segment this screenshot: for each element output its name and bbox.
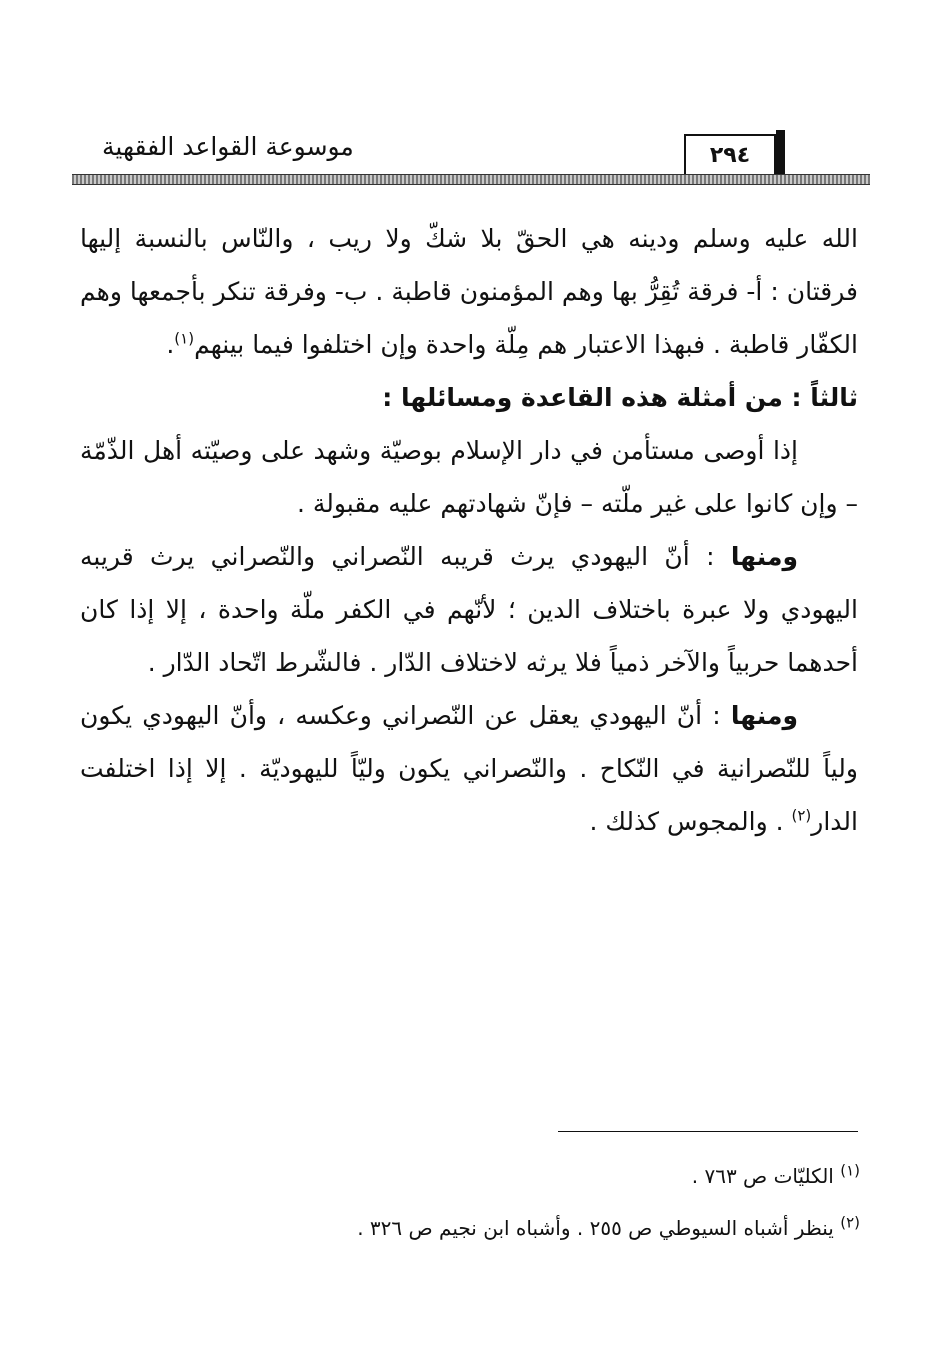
footnote-mark: (٢) <box>840 1213 860 1232</box>
paragraph-text: الله عليه وسلم ودينه هي الحقّ بلا شكّ ولا ريب ، والنّاس بالنسبة إليها فرقتان : أ- فرقة تُقِرُّ بها وهم المؤمنون قاطبة . ب- وفرقة تنكر بأجمعها وهم الكفّار قاطبة . فبهذا الاعتبار هم مِلّة واحدة وإن اختلفوا فيما بينهم <box>80 224 858 359</box>
page-number: ٢٩٤ <box>684 134 776 174</box>
paragraph-example-2 <box>80 530 858 689</box>
header-rule <box>72 174 870 185</box>
footnote-divider <box>558 1131 858 1132</box>
footnote-text: ينظر أشباه السيوطي ص ٢٥٥ . وأشباه ابن نجيم ص ٣٢٦ . <box>357 1216 841 1240</box>
section-heading: ثالثاً : من أمثلة هذه القاعدة ومسائلها : <box>382 383 858 412</box>
footnote-ref: (١) <box>174 329 195 348</box>
lead-word: ومنها <box>730 542 798 571</box>
paragraph-end: . <box>166 330 175 359</box>
book-title: موسوعة القواعد الفقهية <box>102 132 354 161</box>
paragraph-example-1: إذا أوصى مستأمن في دار الإسلام بوصيّة وشهد على وصيّته أهل الذّمّة – وإن كانوا على غير ملّته – فإنّ شهادتهم عليه مقبولة . <box>80 436 858 518</box>
footnote-text: الكليّات ص ٧٦٣ . <box>691 1164 841 1188</box>
paragraph-continuation <box>80 212 858 371</box>
paragraph-text: : أنّ اليهودي يعقل عن النّصراني وعكسه ، وأنّ اليهودي يكون ولياً للنّصرانية في النّكاح . والنّصراني يكون وليّاً لليهوديّة . إلا إذا اختلفت الدار <box>80 701 858 836</box>
footnote-ref: (٢) <box>791 806 812 825</box>
page-header <box>72 118 870 188</box>
footnote-2 <box>180 1202 860 1254</box>
paragraph-example-3 <box>80 689 858 848</box>
body-text <box>80 212 858 848</box>
footnote-1 <box>180 1150 860 1202</box>
footnote-mark: (١) <box>840 1161 860 1180</box>
lead-word: ومنها <box>730 701 798 730</box>
paragraph-end: . والمجوس كذلك . <box>589 807 792 836</box>
paragraph-text: : أنّ اليهودي يرث قريبه النّصراني والنّصراني يرث قريبه اليهودي ولا عبرة باختلاف الدين ؛ لأنّهم في الكفر ملّة واحدة ، إلا إذا كان أحدهما حربياً والآخر ذمياً فلا يرثه لاختلاف الدّار . فالشّرط اتّحاد الدّار . <box>80 542 858 677</box>
footnotes <box>180 1150 860 1254</box>
